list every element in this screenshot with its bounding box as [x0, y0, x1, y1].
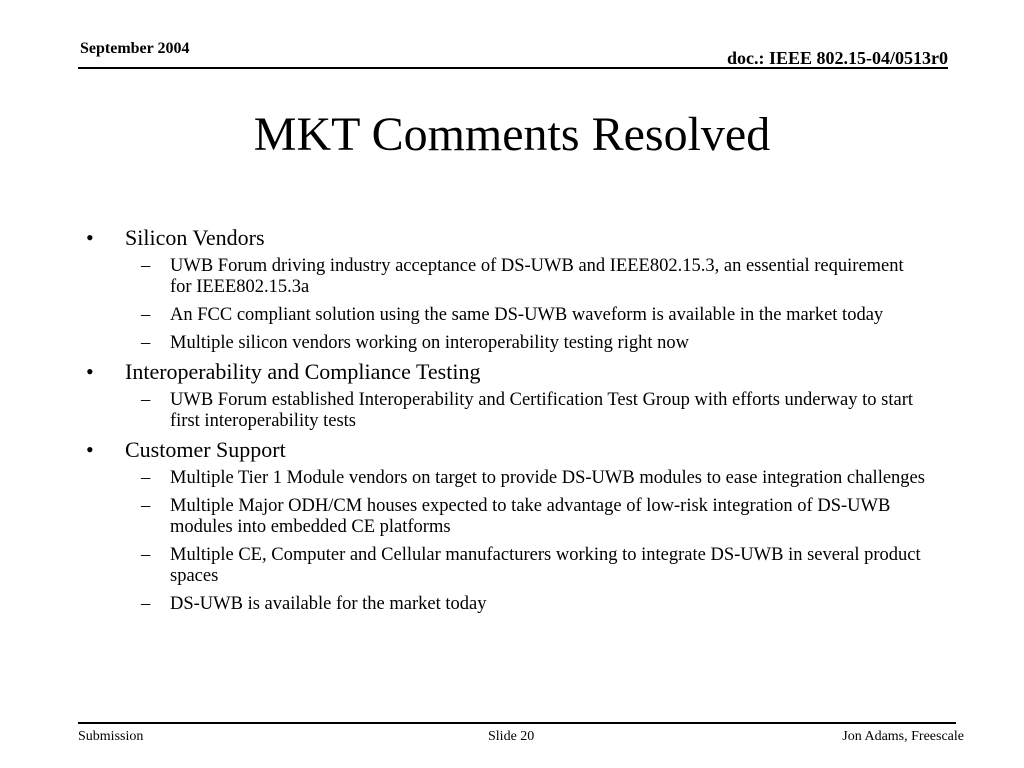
sub-bullet-item [86, 256, 956, 298]
sub-bullet-item [86, 594, 956, 615]
sub-bullet-text: An FCC compliant solution using the same DS-UWB waveform is available in the market today [170, 305, 884, 325]
slide-title: MKT Comments Resolved [253, 108, 771, 161]
header-doc-id: doc.: IEEE 802.15-04/0513r0 [726, 48, 948, 68]
bullet-text: Silicon Vendors [125, 225, 265, 250]
sub-bullet-item [86, 390, 956, 432]
bullet-marker: • [86, 437, 94, 462]
header-date: September 2004 [80, 40, 190, 57]
dash-marker: – [141, 333, 151, 353]
bullet-marker: • [86, 225, 94, 250]
footer-rule [78, 722, 956, 724]
sub-bullet-text: Multiple silicon vendors working on interoperability testing right now [170, 333, 689, 353]
sub-bullet-text: Multiple CE, Computer and Cellular manufacturers working to integrate DS-UWB in several product spaces [170, 545, 921, 586]
slide-body [86, 226, 956, 615]
bullet-item [86, 226, 956, 354]
dash-marker: – [141, 545, 151, 565]
sub-bullet-item [86, 333, 956, 354]
sub-bullet-text: UWB Forum driving industry acceptance of DS-UWB and IEEE802.15.3, an essential requirement for IEEE802.15.3a [170, 256, 904, 297]
bullet-text: Customer Support [125, 437, 286, 462]
sub-bullet-item [86, 468, 956, 489]
sub-bullet-text: Multiple Tier 1 Module vendors on target to provide DS-UWB modules to ease integration challenges [170, 468, 925, 488]
footer-slide-number: Slide 20 [488, 729, 535, 744]
bullet-item [86, 360, 956, 432]
sub-bullet-text: Multiple Major ODH/CM houses expected to take advantage of low-risk integration of DS-UWB modules into embedded CE platforms [170, 496, 891, 537]
sub-bullet-list [125, 468, 956, 615]
dash-marker: – [141, 496, 151, 516]
header-rule [78, 67, 948, 69]
sub-bullet-item [86, 496, 956, 538]
footer-submission: Submission [78, 729, 144, 744]
bullet-item [86, 438, 956, 615]
dash-marker: – [141, 256, 151, 276]
sub-bullet-item [86, 305, 956, 326]
footer-author: Jon Adams, Freescale [842, 729, 964, 744]
bullet-text: Interoperability and Compliance Testing [125, 359, 481, 384]
dash-marker: – [141, 390, 151, 410]
dash-marker: – [141, 594, 151, 614]
sub-bullet-text: UWB Forum established Interoperability and Certification Test Group with efforts underway to start first interoperability tests [170, 390, 913, 431]
sub-bullet-text: DS-UWB is available for the market today [170, 594, 487, 614]
sub-bullet-item [86, 545, 956, 587]
dash-marker: – [141, 305, 151, 325]
bullet-marker: • [86, 359, 94, 384]
dash-marker: – [141, 468, 151, 488]
sub-bullet-list [125, 256, 956, 354]
sub-bullet-list [125, 390, 956, 432]
